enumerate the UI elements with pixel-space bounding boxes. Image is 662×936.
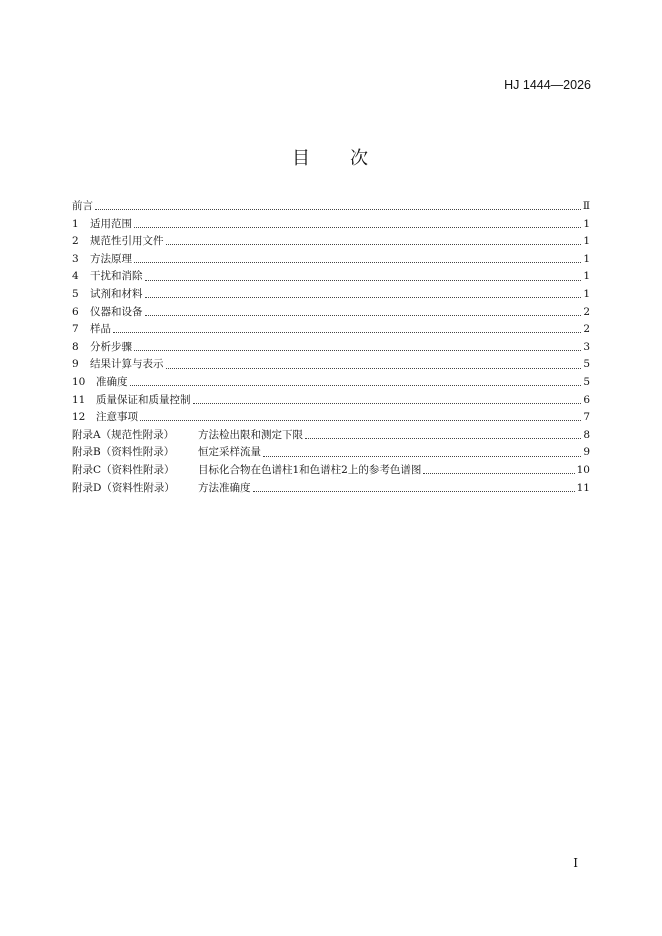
toc-entry-label: 规范性引用文件: [90, 235, 164, 248]
toc-entry-page: 11: [576, 481, 590, 494]
toc-entry-label: 恒定采样流量: [198, 446, 261, 459]
toc-entry-number: 4: [72, 270, 79, 283]
dot-leader: [263, 456, 581, 457]
toc-entry-section[interactable]: [72, 392, 590, 410]
toc-entry-page: 8: [583, 428, 590, 441]
toc-entry-number: 5: [72, 287, 79, 300]
toc-entry-section[interactable]: [72, 374, 590, 392]
appendix-tag: 附录B（资料性附录）: [72, 446, 175, 459]
toc-entry-page: 1: [583, 270, 590, 283]
toc-entry-page: 2: [583, 305, 590, 318]
toc-entry-page: 3: [583, 340, 590, 353]
toc-entry-label: 目标化合物在色谱柱1和色谱柱2上的参考色谱图: [198, 463, 422, 476]
toc-entry-number: 10: [72, 375, 86, 388]
dot-leader: [166, 368, 582, 369]
toc-entry-label: 结果计算与表示: [90, 358, 164, 371]
dot-leader: [134, 227, 581, 228]
toc-entry-page: 6: [583, 393, 590, 406]
appendix-tag: 附录C（资料性附录）: [72, 463, 175, 476]
dot-leader: [423, 473, 574, 474]
dot-leader: [95, 209, 581, 210]
toc-entry-label: 仪器和设备: [90, 305, 143, 318]
toc-entry-label: 方法准确度: [198, 481, 251, 494]
dot-leader: [253, 491, 575, 492]
toc-entry-label: 试剂和材料: [90, 287, 143, 300]
dot-leader: [193, 403, 582, 404]
toc-entry-appendix[interactable]: [72, 462, 590, 480]
toc-entry-number: 7: [72, 323, 79, 336]
toc-entry-number: 12: [72, 411, 86, 424]
toc-entry-page: 1: [583, 217, 590, 230]
toc-entry-section[interactable]: [72, 321, 590, 339]
toc-entry-number: 2: [72, 235, 79, 248]
dot-leader: [166, 244, 582, 245]
page-number: I: [573, 856, 578, 870]
title-char-1: 目: [292, 148, 312, 169]
page-title: [0, 144, 662, 170]
toc-entry-label: 干扰和消除: [90, 270, 143, 283]
toc-entry-section[interactable]: [72, 339, 590, 357]
toc-entry-section[interactable]: [72, 233, 590, 251]
toc-entry-number: 8: [72, 340, 79, 353]
toc-entry-label: 分析步骤: [90, 340, 132, 353]
toc-entry-section[interactable]: [72, 268, 590, 286]
appendix-tag: 附录A（规范性附录）: [72, 428, 175, 441]
toc-entry-number: 1: [72, 217, 79, 230]
toc-entry-number: 9: [72, 358, 79, 371]
toc-entry-label: 方法原理: [90, 252, 132, 265]
dot-leader: [130, 385, 582, 386]
dot-leader: [140, 420, 581, 421]
standard-code: HJ 1444—2026: [504, 78, 591, 92]
toc-entry-section[interactable]: [72, 251, 590, 269]
toc-entry-section[interactable]: [72, 304, 590, 322]
toc-entry-page: 2: [583, 323, 590, 336]
toc-entry-appendix[interactable]: [72, 444, 590, 462]
title-char-2: 次: [350, 148, 370, 169]
toc-entry-label: 适用范围: [90, 217, 132, 230]
toc-entry-number: 11: [72, 393, 86, 406]
toc-entry-appendix[interactable]: [72, 427, 590, 445]
toc-entry-label: 注意事项: [96, 411, 138, 424]
dot-leader: [305, 438, 581, 439]
toc-entry-page: 1: [583, 252, 590, 265]
dot-leader: [145, 280, 582, 281]
table-of-contents: [72, 198, 590, 497]
toc-entry-page: 5: [583, 358, 590, 371]
toc-entry-page: 7: [583, 411, 590, 424]
dot-leader: [145, 315, 582, 316]
toc-entry-section[interactable]: [72, 409, 590, 427]
dot-leader: [134, 350, 581, 351]
dot-leader: [113, 332, 581, 333]
toc-entry-label: 质量保证和质量控制: [96, 393, 191, 406]
toc-entry-label: 方法检出限和测定下限: [198, 428, 303, 441]
toc-entry-number: 3: [72, 252, 79, 265]
toc-entry-foreword[interactable]: [72, 198, 590, 216]
toc-entry-page: 9: [583, 446, 590, 459]
dot-leader: [134, 262, 581, 263]
toc-entry-section[interactable]: [72, 286, 590, 304]
toc-entry-page: 1: [583, 235, 590, 248]
toc-entry-page: Ⅱ: [582, 200, 590, 212]
toc-entry-label: 准确度: [96, 375, 128, 388]
toc-entry-section[interactable]: [72, 356, 590, 374]
toc-entry-appendix[interactable]: [72, 480, 590, 498]
toc-entry-section[interactable]: [72, 216, 590, 234]
toc-entry-page: 5: [583, 375, 590, 388]
toc-entry-page: 1: [583, 287, 590, 300]
toc-entry-label: 样品: [90, 323, 111, 336]
toc-entry-number: 6: [72, 305, 79, 318]
toc-entry-label: 前言: [72, 200, 93, 212]
dot-leader: [145, 297, 582, 298]
toc-entry-page: 10: [576, 463, 590, 476]
appendix-tag: 附录D（资料性附录）: [72, 481, 175, 494]
